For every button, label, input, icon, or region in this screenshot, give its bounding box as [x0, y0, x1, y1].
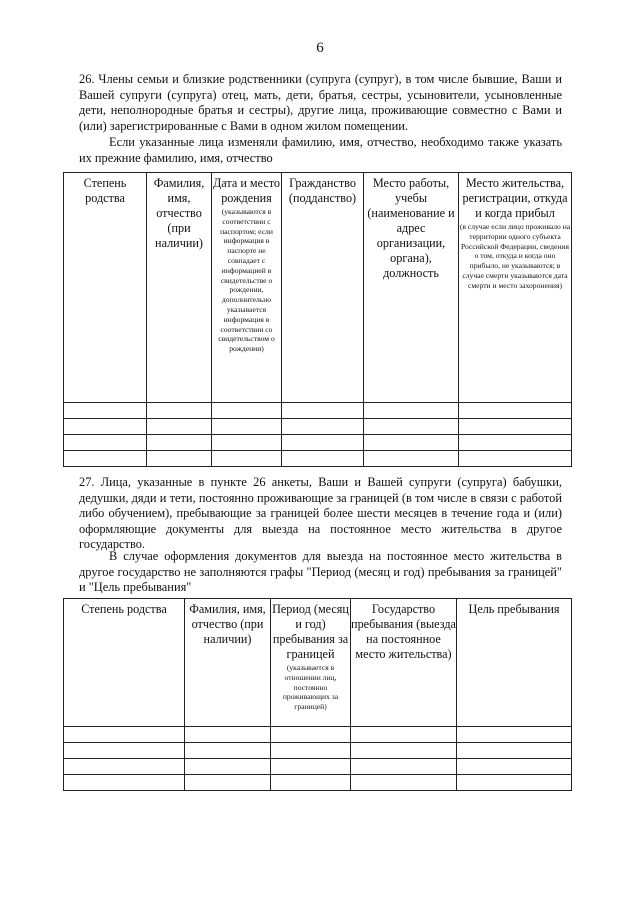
empty-cell[interactable] [212, 435, 282, 451]
table-row [64, 451, 572, 467]
relatives-abroad-table [63, 598, 572, 791]
empty-cell[interactable] [459, 435, 572, 451]
empty-cell[interactable] [351, 727, 457, 743]
empty-cell[interactable] [212, 419, 282, 435]
empty-cell[interactable] [147, 403, 212, 419]
table-row [64, 759, 572, 775]
empty-cell[interactable] [459, 403, 572, 419]
column-header-country [351, 599, 457, 727]
table-header-row [64, 173, 572, 403]
column-header-full-name [147, 173, 212, 403]
empty-cell[interactable] [282, 435, 364, 451]
column-title: Степень родства [83, 176, 127, 205]
empty-cell[interactable] [212, 451, 282, 467]
column-title: Место жительства, регистрации, откуда и когда прибыл [462, 176, 568, 220]
column-note: (в случае если лицо проживало на территории одного субъекта Российской Федерации, сведения о том, откуда и когда оно прибыло, не указываются; в случае смерти указываются дата смерти и место захоронения) [459, 222, 571, 290]
section-27-note: В случае оформления документов для выезда на постоянное место жительства в другое государство не заполняются графы "Период (месяц и год) пребывания за границей" и "Цель пребывания" [79, 549, 562, 595]
column-title: Государство пребывания (выезда на постоянное место жительства) [351, 602, 456, 661]
empty-cell[interactable] [364, 435, 459, 451]
table-header-row [64, 599, 572, 727]
column-header-residence [459, 173, 572, 403]
column-header-kinship [64, 173, 147, 403]
empty-cell[interactable] [64, 435, 147, 451]
empty-cell[interactable] [459, 419, 572, 435]
empty-cell[interactable] [64, 743, 185, 759]
empty-cell[interactable] [282, 451, 364, 467]
empty-cell[interactable] [457, 743, 572, 759]
relatives-table [63, 172, 572, 467]
column-header-period-abroad [271, 599, 351, 727]
table-row [64, 743, 572, 759]
empty-cell[interactable] [64, 451, 147, 467]
column-title: Дата и место рождения [212, 176, 280, 205]
table-row [64, 727, 572, 743]
column-title: Гражданство (подданство) [288, 176, 357, 205]
empty-cell[interactable] [185, 727, 271, 743]
section-26-note: Если указанные лица изменяли фамилию, имя, отчество, необходимо также указать их прежние фамилию, имя, отчество [79, 135, 562, 165]
empty-cell[interactable] [282, 403, 364, 419]
empty-cell[interactable] [271, 727, 351, 743]
empty-cell[interactable] [147, 451, 212, 467]
column-note: (указывается в отношении лиц, постоянно проживающих за границей) [282, 663, 339, 712]
empty-cell[interactable] [459, 451, 572, 467]
empty-cell[interactable] [364, 403, 459, 419]
column-title: Степень родства [81, 602, 167, 616]
section-27-paragraph: 27. Лица, указанные в пункте 26 анкеты, Ваши и Вашей супруги (супруга) бабушки, дедушки, дяди и тети, постоянно проживающие за границей (в том числе в связи с работой либо обучением), пребывающие за границей более шести месяцев в течение года и (или) оформляющие документы для выезда на постоянное место жительства в другое государство. [79, 475, 562, 552]
empty-cell[interactable] [185, 759, 271, 775]
table-row [64, 403, 572, 419]
empty-cell[interactable] [282, 419, 364, 435]
empty-cell[interactable] [271, 759, 351, 775]
empty-cell[interactable] [147, 419, 212, 435]
empty-cell[interactable] [457, 727, 572, 743]
empty-cell[interactable] [457, 775, 572, 791]
column-header-purpose [457, 599, 572, 727]
empty-cell[interactable] [351, 775, 457, 791]
column-header-birth [212, 173, 282, 403]
column-header-workplace [364, 173, 459, 403]
table-row [64, 435, 572, 451]
table-row [64, 775, 572, 791]
column-title: Фамилия, имя, отчество (при наличии) [153, 176, 205, 250]
empty-cell[interactable] [64, 403, 147, 419]
empty-cell[interactable] [64, 759, 185, 775]
empty-cell[interactable] [64, 775, 185, 791]
empty-cell[interactable] [212, 403, 282, 419]
column-title: Место работы, учебы (наименование и адрес организации, органа), должность [367, 176, 455, 280]
column-title: Фамилия, имя, отчество (при наличии) [189, 602, 266, 646]
column-header-citizenship [282, 173, 364, 403]
empty-cell[interactable] [364, 419, 459, 435]
empty-cell[interactable] [457, 759, 572, 775]
column-title: Период (месяц и год) пребывания за границей [272, 602, 349, 661]
empty-cell[interactable] [64, 419, 147, 435]
table-row [64, 419, 572, 435]
column-header-kinship [64, 599, 185, 727]
empty-cell[interactable] [351, 743, 457, 759]
column-note: (указываются в соответствии с паспортом; если информация в паспорте не совпадает с информацией в свидетельстве о рождении, дополнительно указывается информация в соответствии со свидетельством о рождении) [218, 207, 275, 354]
column-title: Цель пребывания [468, 602, 560, 616]
empty-cell[interactable] [185, 743, 271, 759]
section-26-paragraph: 26. Члены семьи и близкие родственники (супруга (супруг), в том числе бывшие, Ваши и Вашей супруги (супруга) отец, мать, дети, братья, сестры, усыновители, усыновленные дети, неполнородные братья и сестры), другие лица, проживающие совместно с Вами и (или) зарегистрированные с Вами в одном жилом помещении. [79, 72, 562, 133]
empty-cell[interactable] [271, 743, 351, 759]
empty-cell[interactable] [364, 451, 459, 467]
empty-cell[interactable] [185, 775, 271, 791]
page-number: 6 [316, 40, 324, 56]
empty-cell[interactable] [351, 759, 457, 775]
column-header-full-name [185, 599, 271, 727]
empty-cell[interactable] [271, 775, 351, 791]
empty-cell[interactable] [64, 727, 185, 743]
empty-cell[interactable] [147, 435, 212, 451]
